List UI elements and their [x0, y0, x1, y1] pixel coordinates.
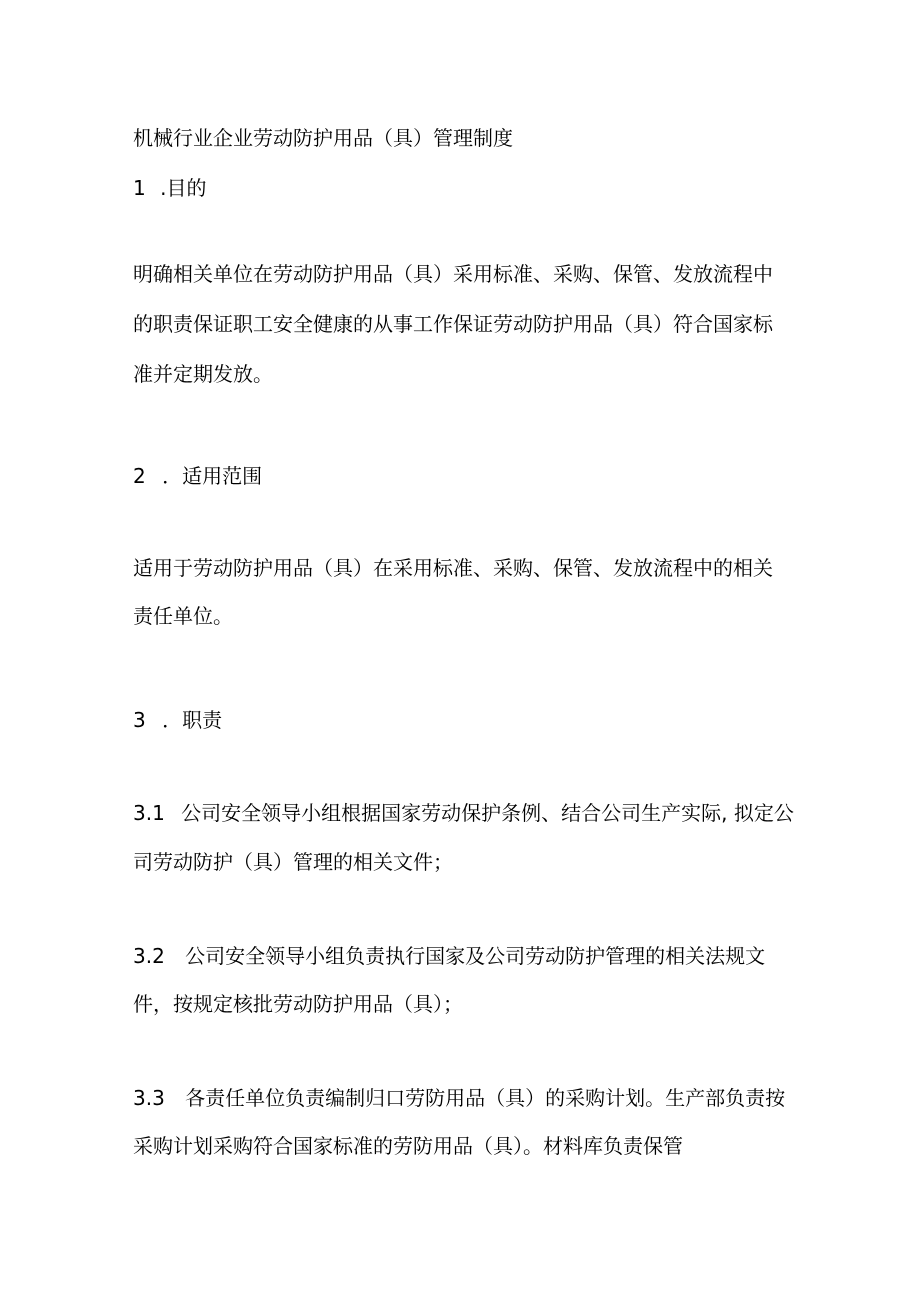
document-title: 机械行业企业劳动防护用品（具）管理制度 [133, 126, 513, 150]
duty-item-3-1 [133, 801, 794, 825]
item-number: 3.3 [133, 1086, 165, 1110]
item-number: 3.2 [133, 944, 165, 968]
item-text: 公司安全领导小组根据国家劳动保护条例、结合公司生产实际, 拟定公 [181, 801, 794, 825]
section-number: 3 [133, 708, 146, 732]
paragraph-line: 件，按规定核批劳动防护用品（具）； [133, 992, 463, 1016]
duty-item-3-3 [133, 1086, 785, 1110]
section-title: ．适用范围 [162, 464, 263, 488]
paragraph-line: 准并定期发放。 [133, 362, 273, 386]
paragraph-line: 的职责保证职工安全健康的从事工作保证劳动防护用品（具）符合国家标 [133, 312, 773, 336]
section-heading-purpose [133, 176, 206, 200]
paragraph-line: 司劳动防护（具）管理的相关文件； [133, 850, 453, 874]
paragraph-line: 责任单位。 [133, 604, 233, 628]
section-title: ．职责 [162, 708, 223, 732]
section-number: 2 [133, 464, 146, 488]
item-text: 公司安全领导小组负责执行国家及公司劳动防护管理的相关法规文 [185, 944, 766, 968]
paragraph-line: 明确相关单位在劳动防护用品（具）采用标准、采购、保管、发放流程中 [133, 262, 773, 286]
paragraph-line: 适用于劳动防护用品（具）在采用标准、采购、保管、发放流程中的相关 [133, 556, 773, 580]
paragraph-line: 采购计划采购符合国家标准的劳防用品（具）。材料库负责保管 [133, 1134, 683, 1158]
duty-item-3-2 [133, 944, 765, 968]
section-title: .目的 [160, 176, 207, 200]
item-text: 各责任单位负责编制归口劳防用品（具）的采购计划。生产部负责按 [185, 1086, 786, 1110]
section-heading-scope [133, 464, 262, 488]
section-number: 1 [133, 176, 146, 200]
section-heading-duties [133, 708, 222, 732]
item-number: 3.1 [133, 801, 165, 825]
